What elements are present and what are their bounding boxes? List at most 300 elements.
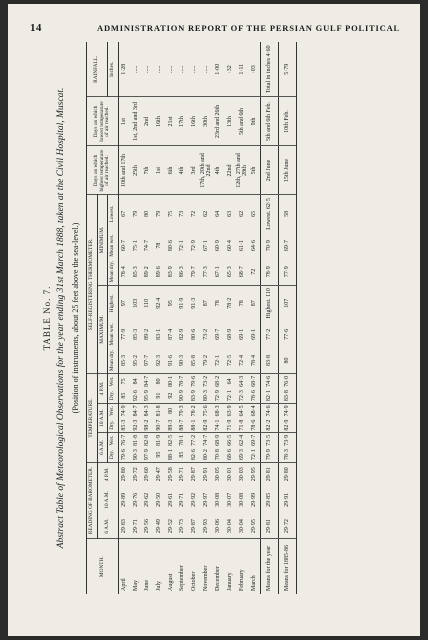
cell-dl: 9th	[248, 97, 260, 146]
cell-d10: 82·9	[278, 418, 296, 433]
cell-b4: 29·80	[278, 462, 296, 486]
cell-rain: 1·11	[236, 42, 249, 97]
cell-w4: 75	[121, 378, 128, 385]
cell-w10: 74·9	[278, 403, 296, 418]
cell-b4: 29·58	[167, 467, 174, 482]
cell-d6: 68·6	[224, 447, 236, 462]
cell-dl: 10th Feb.	[278, 97, 296, 146]
cell-b10: 29·92	[190, 492, 197, 507]
cell-w4: 78·7	[179, 375, 186, 387]
month-cell: February	[238, 569, 245, 591]
cell-md2: 65·3	[224, 259, 236, 285]
cell-d4: 83·8	[278, 389, 296, 404]
cell-d10: 90·7	[153, 418, 165, 433]
barometer-header: READING OF BAROMETER.	[87, 462, 98, 539]
cell-d10: 71·8	[236, 418, 249, 433]
cell-b6: 29·81	[260, 514, 278, 539]
month-cell: Means for 1885-86	[278, 539, 296, 594]
cell-md: 83·8	[260, 348, 278, 374]
cell-rain: .....	[130, 42, 142, 97]
cell-mw2: 78	[156, 242, 163, 249]
cell-lo: 62	[238, 210, 245, 217]
month-cell: March	[250, 575, 257, 591]
cell-rain: 1·00	[212, 42, 224, 97]
table-row	[153, 42, 165, 594]
meteorological-table	[86, 42, 297, 594]
cell-lo: 62	[202, 210, 209, 217]
cell-d10: 82·9	[200, 418, 213, 433]
month-cell: September	[179, 565, 186, 591]
cell-rain: Total in inches 4·60	[260, 42, 278, 97]
cell-b10: 29·85	[260, 486, 278, 514]
table-row	[165, 42, 177, 594]
cell-w6: 77·2	[190, 434, 197, 446]
cell-b4: 29·91	[202, 467, 209, 482]
cell-b10: 30·08	[238, 492, 245, 507]
cell-hi: 91·3	[190, 297, 197, 309]
cell-w4: 76·0	[278, 374, 296, 389]
cell-d4: 91	[153, 389, 165, 404]
month-cell: Means for the year	[260, 539, 278, 594]
cell-dl: 13th	[224, 97, 236, 146]
cell-lo: 75	[167, 210, 174, 217]
cell-dl: 1st, 2nd and 3rd	[130, 97, 142, 146]
cell-w10: 84·3	[144, 405, 151, 417]
temp-10am-header: 10 A.M.	[97, 403, 108, 432]
cell-mw: 68·9	[226, 328, 233, 340]
cell-md: 95·2	[130, 348, 142, 374]
cell-w6: 82·5	[167, 434, 174, 446]
month-cell: May	[132, 580, 139, 591]
cell-d4: 90·9	[177, 389, 189, 404]
cell-b4: 29·95	[250, 467, 257, 482]
cell-mw2: 72·1	[179, 240, 186, 252]
cell-md: 85·8	[188, 348, 200, 374]
cell-mw: 80·6	[190, 328, 197, 340]
cell-mw2: 61·1	[238, 240, 245, 252]
cell-dh: 15th June	[278, 146, 296, 195]
cell-dh: 2nd June	[260, 146, 278, 195]
temp-6am-header: 6 A.M.	[97, 433, 108, 462]
rotated-table-block	[38, 38, 368, 598]
cell-b4: 29·80	[121, 467, 128, 482]
cell-w6: 78·1	[179, 434, 186, 446]
table-label: TABLE No. 7.	[42, 285, 52, 351]
cell-w4: 68·7	[250, 375, 257, 387]
cell-d4: 83·9	[188, 389, 200, 404]
cell-d4: 82·1	[260, 389, 278, 404]
temperature-header: TEMPERATURE.	[87, 374, 98, 462]
running-title: ADMINISTRATION REPORT OF THE PERSIAN GULF POLITICAL	[97, 23, 400, 33]
cell-lo: 79	[132, 210, 139, 217]
cell-dh: 25th	[130, 146, 142, 195]
month-cell: August	[167, 573, 174, 591]
cell-w4: 84	[132, 378, 139, 385]
minimum-header: MINIMUM.	[97, 195, 108, 285]
cell-w4: 74·6	[260, 374, 278, 389]
cell-b4: 30·01	[226, 467, 233, 482]
cell-d6: 79·9	[260, 447, 278, 462]
cell-w6: 74·7	[202, 434, 209, 446]
cell-hi: 103	[132, 298, 139, 308]
cell-d10: 82·2	[260, 418, 278, 433]
cell-md2: 72	[248, 259, 260, 285]
cell-b6: 29·95	[248, 514, 260, 539]
cell-d6: 82·6	[188, 447, 200, 462]
cell-w10: 79·3	[179, 405, 186, 417]
cell-hi: 110	[144, 298, 151, 308]
cell-md: 91·6	[165, 348, 177, 374]
cell-mw: 85·3	[132, 328, 139, 340]
cell-w4: 64	[226, 378, 233, 385]
cell-md2: 79·7	[188, 259, 200, 285]
cell-b6: 30·04	[236, 514, 249, 539]
cell-dh: 17th, 20th and 22nd	[200, 146, 213, 195]
cell-b10: 29·91	[278, 486, 296, 514]
maximum-header: MAXIMUM.	[97, 285, 108, 374]
cell-lo: Lowest. 62·5	[260, 195, 278, 232]
cell-lo: 58	[278, 195, 296, 232]
document-page	[8, 4, 420, 636]
cell-mw2: 60·9	[215, 240, 222, 252]
cell-d6: 79·6	[118, 447, 130, 462]
cell-b10: 29·71	[179, 492, 186, 507]
cell-mw2: 75·1	[132, 240, 139, 252]
cell-w6: 73·9	[278, 433, 296, 448]
cell-w6: 69·7	[250, 434, 257, 446]
cell-md: 90·3	[177, 348, 189, 374]
cell-d6: 69·3	[236, 447, 249, 462]
cell-d10: 89·3	[165, 418, 177, 433]
cell-b6: 29·56	[142, 514, 154, 539]
cell-mw2: 69·7	[278, 232, 296, 259]
cell-b6: 30·06	[212, 514, 224, 539]
table-row	[278, 42, 296, 594]
cell-mw: 73·2	[202, 328, 209, 340]
cell-w6: 82·8	[144, 434, 151, 446]
cell-d6: 72·1	[248, 447, 260, 462]
table-row	[130, 42, 142, 594]
running-head	[30, 22, 400, 36]
cell-md2: 85·3	[130, 259, 142, 285]
wet-10am-header: Wet.	[108, 403, 119, 418]
cell-w4: 79·6	[190, 375, 197, 387]
cell-dh: 22nd	[224, 146, 236, 195]
cell-w4: 84·7	[144, 375, 151, 387]
cell-md: 80	[278, 348, 296, 374]
cell-b6: 29·52	[165, 514, 177, 539]
cell-d10: 88·7	[177, 418, 189, 433]
cell-d4: 72·9	[212, 389, 224, 404]
table-row	[177, 42, 189, 594]
cell-w10: 78·2	[190, 405, 197, 417]
baro-6am-header: 6 A.M.	[97, 514, 118, 539]
cell-b10: 29·62	[144, 492, 151, 507]
cell-rain: .....	[153, 42, 165, 97]
self-registering-header: SELF-REGISTERING THERMOMETER.	[87, 195, 98, 374]
cell-mw2: 80·6	[167, 240, 174, 252]
lowest-header: Lowest.	[108, 195, 119, 232]
cell-d6: 88·1	[165, 447, 177, 462]
baro-10am-header: 10 A.M.	[97, 486, 118, 514]
cell-b4: 30·05	[215, 467, 222, 482]
cell-dh: 5th	[248, 146, 260, 195]
cell-d10: 92·3	[130, 418, 142, 433]
cell-hi: 87	[202, 300, 209, 307]
cell-d4: 85	[118, 389, 130, 404]
cell-b10: 29·76	[132, 492, 139, 507]
month-cell: July	[156, 580, 163, 591]
cell-mw: 82·9	[179, 328, 186, 340]
cell-mw: 83·1	[156, 328, 163, 340]
cell-lo: 65	[250, 210, 257, 217]
cell-rain: .....	[142, 42, 154, 97]
cell-rain: .....	[200, 42, 213, 97]
cell-d10: 98·2	[142, 418, 154, 433]
cell-md: 78·4	[248, 348, 260, 374]
cell-rain: 1·28	[118, 42, 130, 97]
cell-mw2: 70·9	[260, 232, 278, 259]
dry-4pm-header: Dry.	[108, 389, 119, 404]
cell-w4: 73·2	[202, 375, 209, 387]
cell-d10: 71·9	[224, 418, 236, 433]
cell-lo: 79	[156, 210, 163, 217]
table-body	[118, 42, 296, 594]
cell-d6: 70·8	[212, 447, 224, 462]
cell-dh: 12th, 27th and 28th	[236, 146, 249, 195]
cell-d10: 88·1	[188, 418, 200, 433]
cell-hi: 87	[250, 300, 257, 307]
cell-hi: 78	[238, 300, 245, 307]
rainfall-header: RAINFALL.	[87, 42, 108, 97]
cell-b10: 29·89	[121, 492, 128, 507]
table-row	[260, 42, 278, 594]
cell-md2: 78·4	[118, 259, 130, 285]
baro-4pm-header: 4 P.M.	[97, 462, 118, 486]
cell-mw2: 64·6	[250, 240, 257, 252]
cell-mw2: 74·7	[144, 240, 151, 252]
cell-md: 72·1	[212, 348, 224, 374]
cell-md: 72·4	[236, 348, 249, 374]
cell-b6: 29·71	[130, 514, 142, 539]
cell-w10: 63·9	[226, 405, 233, 417]
cell-b4: 29·87	[190, 467, 197, 482]
month-cell: October	[190, 571, 197, 591]
cell-mw: 77·9	[121, 328, 128, 340]
cell-w4: 68·2	[215, 375, 222, 387]
table-row	[118, 42, 130, 594]
cell-mw: 69·1	[238, 328, 245, 340]
table-row	[248, 42, 260, 594]
cell-lo: 72	[190, 210, 197, 217]
cell-w10: 68·3	[215, 405, 222, 417]
cell-hi: 92·4	[156, 297, 163, 309]
cell-rain: .....	[177, 42, 189, 97]
cell-dl: 16th	[153, 97, 165, 146]
cell-b10: 29·99	[250, 492, 257, 507]
table-row	[142, 42, 154, 594]
cell-hi: 78	[215, 300, 222, 307]
cell-dh: 7th	[142, 146, 154, 195]
cell-dl: 30th	[200, 97, 213, 146]
cell-rain: ·03	[248, 42, 260, 97]
cell-md2: 77·9	[278, 259, 296, 285]
cell-md2: 77·3	[200, 259, 213, 285]
cell-b4: 29·71	[179, 467, 186, 482]
cell-w10: 68·4	[250, 405, 257, 417]
cell-md2: 89·2	[142, 259, 154, 285]
cell-md: 97·7	[142, 348, 154, 374]
cell-lo: 63	[226, 210, 233, 217]
cell-b6: 29·49	[153, 514, 165, 539]
cell-mw: 87·4	[167, 328, 174, 340]
cell-b10: 30·07	[226, 492, 233, 507]
cell-d10: 74·1	[212, 418, 224, 433]
table-row	[236, 42, 249, 594]
cell-dh: 4th	[177, 146, 189, 195]
cell-w6: 81·9	[156, 434, 163, 446]
cell-md2: 89·6	[153, 259, 165, 285]
cell-b10: 29·61	[167, 492, 174, 507]
cell-md2: 68·7	[236, 259, 249, 285]
cell-w4: 64·3	[238, 375, 245, 387]
cell-md: 85·3	[118, 348, 130, 374]
cell-w10: 80	[167, 407, 174, 414]
cell-d4: 72·1	[224, 389, 236, 404]
cell-b6: 29·87	[188, 514, 200, 539]
cell-rain: .....	[188, 42, 200, 97]
cell-w10: 74·9	[121, 405, 128, 417]
cell-lo: 80	[144, 210, 151, 217]
cell-w6: 68·9	[215, 434, 222, 446]
cell-mw: 69·7	[215, 328, 222, 340]
cell-hi: Highest. 110	[260, 285, 278, 321]
days-lowest-header: Days on which lowest temperature of air reached.	[87, 97, 119, 146]
dry-10am-header: Dry.	[108, 418, 119, 433]
cell-b6: 29·72	[278, 514, 296, 539]
month-cell: January	[226, 572, 233, 591]
cell-b10: 30·08	[215, 492, 222, 507]
max-mean-dry-header: Mean dry.	[108, 348, 119, 374]
cell-b6: 29·83	[118, 514, 130, 539]
cell-d4: 92	[165, 389, 177, 404]
cell-w4: 80	[156, 378, 163, 385]
min-mean-dry-header: Mean dry.	[108, 259, 119, 285]
cell-dl: 5th and 6th Feb.	[260, 97, 278, 146]
wet-4pm-header: Wet.	[108, 374, 119, 389]
temp-4pm-header: 4 P.M.	[97, 374, 108, 403]
cell-d4: 80·3	[200, 389, 213, 404]
table-row	[188, 42, 200, 594]
cell-md2: 78·9	[260, 259, 278, 285]
month-header: MONTH.	[87, 539, 119, 594]
cell-md: 72·5	[224, 348, 236, 374]
cell-b6: 29·93	[200, 514, 213, 539]
cell-hi: 95	[167, 300, 174, 307]
cell-w4: 80·1	[167, 375, 174, 387]
table-row	[200, 42, 213, 594]
cell-w10: 75·6	[202, 405, 209, 417]
min-mean-wet-header: Mean wet.	[108, 232, 119, 259]
cell-rain: ·32	[224, 42, 236, 97]
max-mean-wet-header: Mean wet.	[108, 321, 119, 348]
cell-d6: 78·3	[278, 447, 296, 462]
cell-lo: 73	[179, 210, 186, 217]
cell-w10: 84·7	[132, 405, 139, 417]
cell-dl: 21st	[165, 97, 177, 146]
cell-w6: 66·5	[226, 434, 233, 446]
cell-mw2: 67·1	[202, 240, 209, 252]
cell-dh: 10th and 17th	[118, 146, 130, 195]
dry-6am-header: Dry.	[108, 447, 119, 462]
cell-w10: 81·8	[156, 405, 163, 417]
cell-d6: 90·3	[130, 447, 142, 462]
cell-md2: 86·3	[177, 259, 189, 285]
table-subtitle: (Position of instruments, about 25 feet above the sea-level.)	[71, 222, 80, 414]
cell-dl: 17th	[177, 97, 189, 146]
cell-dl: 1st	[118, 97, 130, 146]
cell-w10: 74·6	[260, 403, 278, 418]
cell-dh: 6th	[165, 146, 177, 195]
cell-dl: 16th	[188, 97, 200, 146]
cell-md2: 83·9	[165, 259, 177, 285]
cell-b4: 30·03	[238, 467, 245, 482]
cell-w6: 76·7	[121, 434, 128, 446]
cell-b4: 29·72	[132, 467, 139, 482]
page-number: 14	[30, 22, 42, 34]
cell-w10: 64·5	[238, 405, 245, 417]
wet-6am-header: Wet.	[108, 433, 119, 448]
cell-b6: 30·04	[224, 514, 236, 539]
cell-md: 92·3	[153, 348, 165, 374]
cell-mw: 77·2	[260, 321, 278, 348]
cell-lo: 67	[121, 210, 128, 217]
cell-d6: 97·9	[142, 447, 154, 462]
cell-mw: 89·2	[144, 328, 151, 340]
cell-rain: .....	[165, 42, 177, 97]
month-cell: November	[202, 565, 209, 591]
cell-hi: 91·9	[179, 297, 186, 309]
cell-d6: 80·2	[200, 447, 213, 462]
cell-mw2: 72·9	[190, 240, 197, 252]
cell-dl: 23rd and 26th	[212, 97, 224, 146]
month-cell: June	[144, 580, 151, 591]
cell-b4: 29·47	[156, 467, 163, 482]
highest-header: Highest.	[108, 285, 119, 321]
cell-b6: 29·73	[177, 514, 189, 539]
cell-hi: 78·2	[226, 297, 233, 309]
cell-lo: 64	[215, 210, 222, 217]
cell-b10: 29·50	[156, 492, 163, 507]
month-cell: December	[215, 566, 222, 591]
cell-b10: 29·97	[202, 492, 209, 507]
table-row	[212, 42, 224, 594]
cell-rain: 5·79	[278, 42, 296, 97]
table-row	[224, 42, 236, 594]
cell-dl: 5th and 6th	[236, 97, 249, 146]
cell-dh: 3rd	[188, 146, 200, 195]
cell-d10: 78·6	[248, 418, 260, 433]
cell-d10: 85·3	[118, 418, 130, 433]
cell-w6: 81·8	[132, 434, 139, 446]
table-title: Abstract Table of Meteorological Observations for the year ending 31st March 1888, taken at the Civil Hospital, Muscat.	[56, 87, 66, 549]
cell-d4: 95·9	[142, 389, 154, 404]
cell-w6: 73·5	[260, 433, 278, 448]
cell-mw2: 60·4	[226, 240, 233, 252]
days-highest-header: Days on which highest temperature of air reached.	[87, 146, 119, 195]
cell-dl: 2nd	[142, 97, 154, 146]
cell-mw2: 60·7	[121, 240, 128, 252]
